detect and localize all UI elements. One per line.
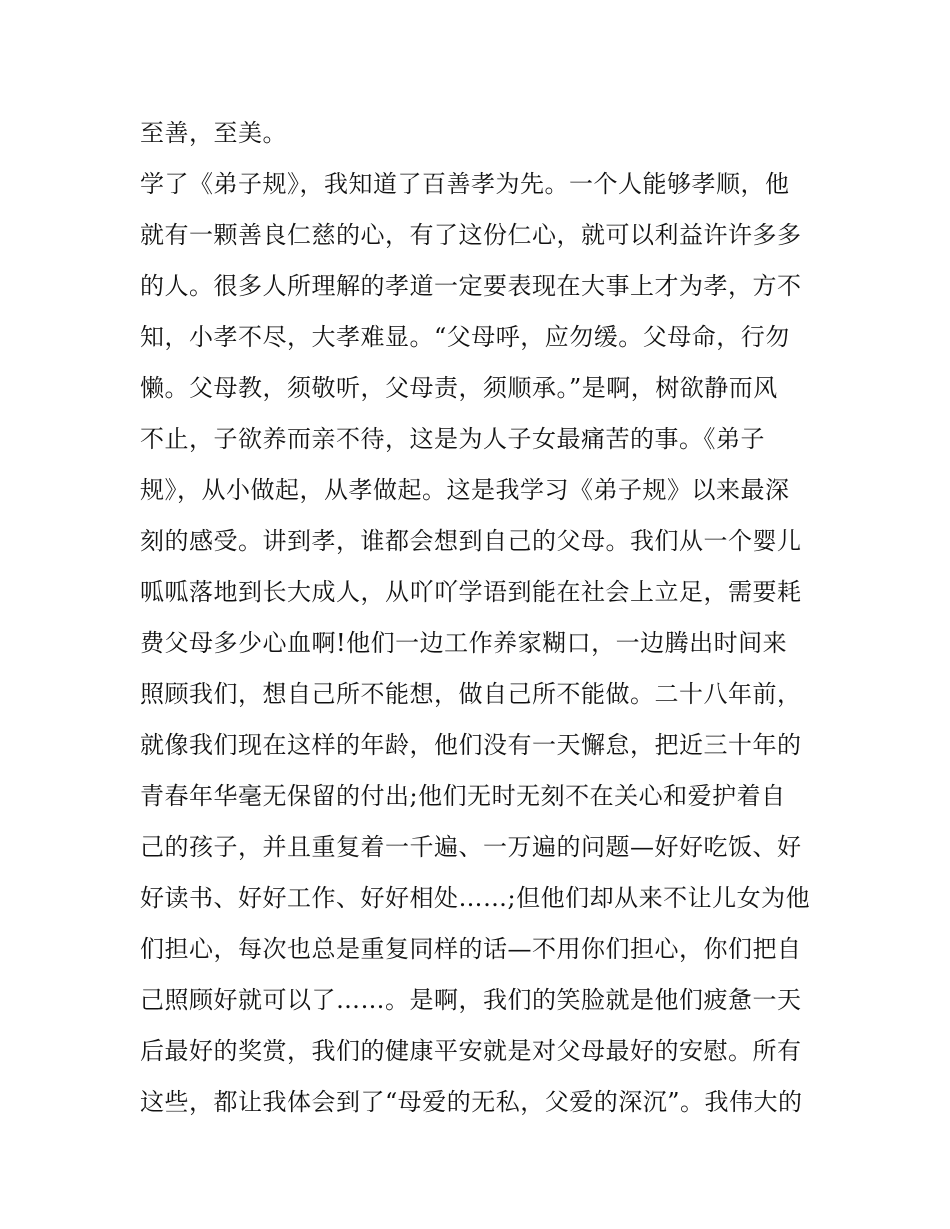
text-line: 就有一颗善良仁慈的心，有了这份仁心，就可以利益许许多多 — [140, 221, 802, 249]
text-line: 规》，从小做起，从孝做起。这是我学习《弟子规》以来最深 — [140, 476, 790, 504]
text-line: 们担心，每次也总是重复同样的话—不用你们担心，你们把自 — [140, 935, 802, 963]
text-line: 费父母多少心血啊!他们一边工作养家糊口，一边腾出时间来 — [140, 629, 788, 657]
text-line: 懒。父母教，须敬听，父母责，须顺承。”是啊，树欲静而风 — [140, 374, 778, 402]
text-line: 至善，至美。 — [140, 119, 287, 147]
document-body — [140, 108, 820, 1128]
text-line: 就像我们现在这样的年龄，他们没有一天懈怠，把近三十年的 — [140, 731, 802, 759]
text-line: 不止，子欲养而亲不待，这是为人子女最痛苦的事。《弟子 — [140, 425, 765, 453]
text-line: 这些，都让我体会到了“母爱的无私，父爱的深沉”。我伟大的 — [140, 1088, 803, 1116]
text-line: 己的孩子，并且重复着一千遍、一万遍的问题—好好吃饭、好 — [140, 833, 802, 861]
text-line: 刻的感受。讲到孝，谁都会想到自己的父母。我们从一个婴儿 — [140, 527, 802, 555]
text-line: 的人。很多人所理解的孝道一定要表现在大事上才为孝，方不 — [140, 272, 802, 300]
text-line: 青春年华毫无保留的付出;他们无时无刻不在关心和爱护着自 — [140, 782, 786, 810]
text-line: 己照顾好就可以了……。是啊，我们的笑脸就是他们疲惫一天 — [140, 986, 802, 1014]
text-line: 呱呱落地到长大成人，从吖吖学语到能在社会上立足，需要耗 — [140, 578, 802, 606]
text-line: 好读书、好好工作、好好相处……;但他们却从来不让儿女为他 — [140, 884, 811, 912]
text-line: 学了《弟子规》，我知道了百善孝为先。一个人能够孝顺，他 — [140, 170, 790, 198]
text-line: 后最好的奖赏，我们的健康平安就是对父母最好的安慰。所有 — [140, 1037, 802, 1065]
text-line: 照顾我们，想自己所不能想，做自己所不能做。二十八年前， — [140, 680, 802, 708]
text-line: 知，小孝不尽，大孝难显。“父母呼，应勿缓。父母命，行勿 — [140, 323, 790, 351]
